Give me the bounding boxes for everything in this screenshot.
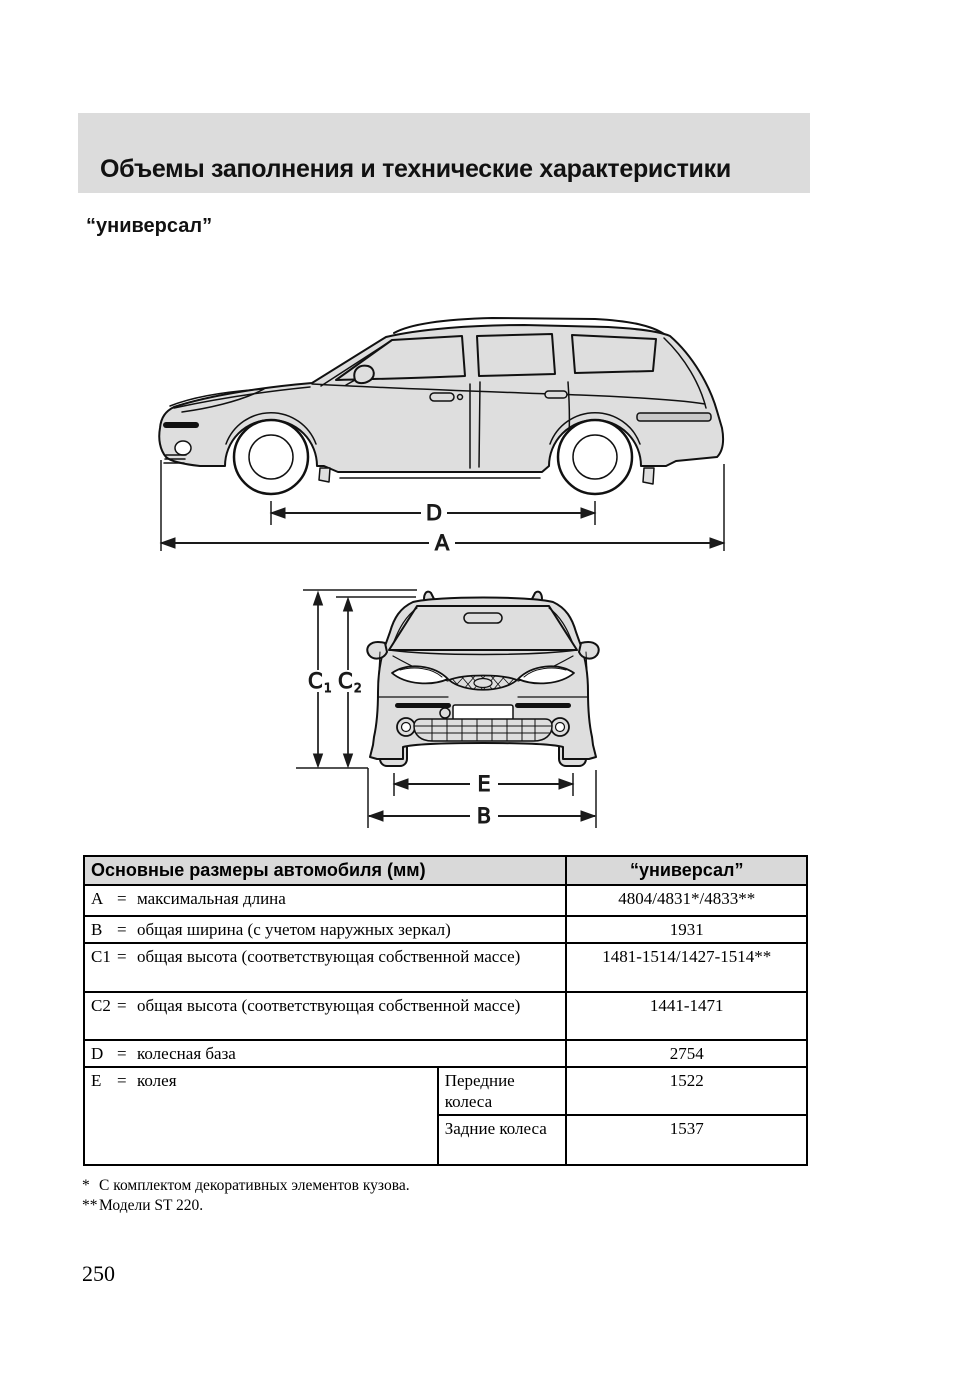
side-mirror <box>354 366 373 384</box>
cargo-window <box>572 335 656 373</box>
footnote <box>82 1196 410 1216</box>
height1-label: C <box>308 669 323 693</box>
dim-value: 1522 <box>566 1067 807 1115</box>
mudflap-rear <box>643 468 654 484</box>
dimension-line-wheelbase <box>271 501 595 525</box>
dim-label: общая ширина (с учетом наружных зеркал) <box>137 920 451 939</box>
mudflap-front <box>319 468 330 482</box>
dim-label: колесная база <box>137 1044 236 1063</box>
dim-key: D <box>91 1044 104 1063</box>
table-header-row <box>84 856 807 885</box>
footnotes <box>82 1176 410 1216</box>
dim-value: 1441-1471 <box>566 992 807 1040</box>
brand-logo <box>474 679 492 688</box>
dim-key: E <box>91 1071 102 1090</box>
car-front-view-illustration <box>296 586 626 841</box>
dim-label: общая высота (соответствующая собственной массе) <box>137 996 521 1015</box>
front-door-handle <box>430 393 454 401</box>
rear-door-handle <box>545 391 567 398</box>
width-label: B <box>476 804 492 828</box>
car-side-view-illustration <box>140 292 760 562</box>
left-mirror <box>367 642 387 659</box>
track-label: E <box>477 772 491 796</box>
dim-value: 1537 <box>566 1115 807 1165</box>
svg-text:1: 1 <box>324 681 332 695</box>
lower-grille <box>414 719 552 741</box>
dim-value: 1481-1514/1427-1514** <box>566 943 807 992</box>
rear-door-window <box>477 334 555 376</box>
dim-value: 1931 <box>566 916 807 943</box>
footnote-text: Модели ST 220. <box>99 1197 204 1214</box>
bumper-strip <box>163 422 199 428</box>
svg-text:2: 2 <box>354 681 362 695</box>
dim-sublabel: Задние колеса <box>438 1115 567 1165</box>
length-label: A <box>434 531 450 555</box>
dim-label: максимальная длина <box>137 889 286 908</box>
dimension-line-track <box>394 772 573 796</box>
dim-label: колея <box>137 1071 177 1090</box>
washer-nozzle <box>440 708 450 718</box>
bumper-strip-right <box>515 703 571 708</box>
dim-label: общая высота (соответствующая собственной массе) <box>137 947 521 966</box>
table-row: B = общая ширина (с учетом наружных зеркал) 1931 <box>84 916 807 943</box>
dimensions-table <box>83 855 808 1166</box>
page-number: 250 <box>82 1261 115 1286</box>
table-header-dimensions: Основные размеры автомобиля (мм) <box>84 856 566 885</box>
fog-light <box>175 441 191 455</box>
body-style-subtitle: “универсал” <box>86 215 213 237</box>
height2-label: C <box>338 669 353 693</box>
section-header-banner <box>78 113 810 193</box>
dim-sublabel: Передние колеса <box>438 1067 567 1115</box>
table-row: E = колея Передние колеса 1522 <box>84 1067 807 1115</box>
bumper-strip-left <box>395 703 451 708</box>
dim-key: B <box>91 920 103 939</box>
table-header-bodystyle: “универсал” <box>566 856 807 885</box>
footnote-text: С комплектом декоративных элементов кузова. <box>99 1177 410 1194</box>
footnote <box>82 1176 410 1196</box>
license-plate <box>453 705 513 720</box>
footnote-marker: * <box>82 1177 90 1194</box>
table-row: C1 = общая высота (соответствующая собственной массе) 1481-1514/1427-1514** <box>84 943 807 992</box>
rear-trim-strip <box>637 413 711 421</box>
table-row: A = максимальная длина 4804/4831*/4833** <box>84 885 807 916</box>
dim-key: C1 <box>91 947 111 966</box>
dim-key: C2 <box>91 996 111 1015</box>
table-row: C2 = общая высота (соответствующая собственной массе) 1441-1471 <box>84 992 807 1040</box>
footnote-marker: ** <box>82 1197 98 1214</box>
dim-value: 4804/4831*/4833** <box>566 885 807 916</box>
wiper-base <box>464 613 502 623</box>
page-title: Объемы заполнения и технические характеристики <box>100 155 731 183</box>
table-row: D = колесная база 2754 <box>84 1040 807 1067</box>
wheelbase-label: D <box>425 501 443 525</box>
right-mirror <box>579 642 599 659</box>
rear-wheel-rim <box>573 435 617 479</box>
dim-key: A <box>91 889 104 908</box>
dim-value: 2754 <box>566 1040 807 1067</box>
front-wheel-rim <box>249 435 293 479</box>
